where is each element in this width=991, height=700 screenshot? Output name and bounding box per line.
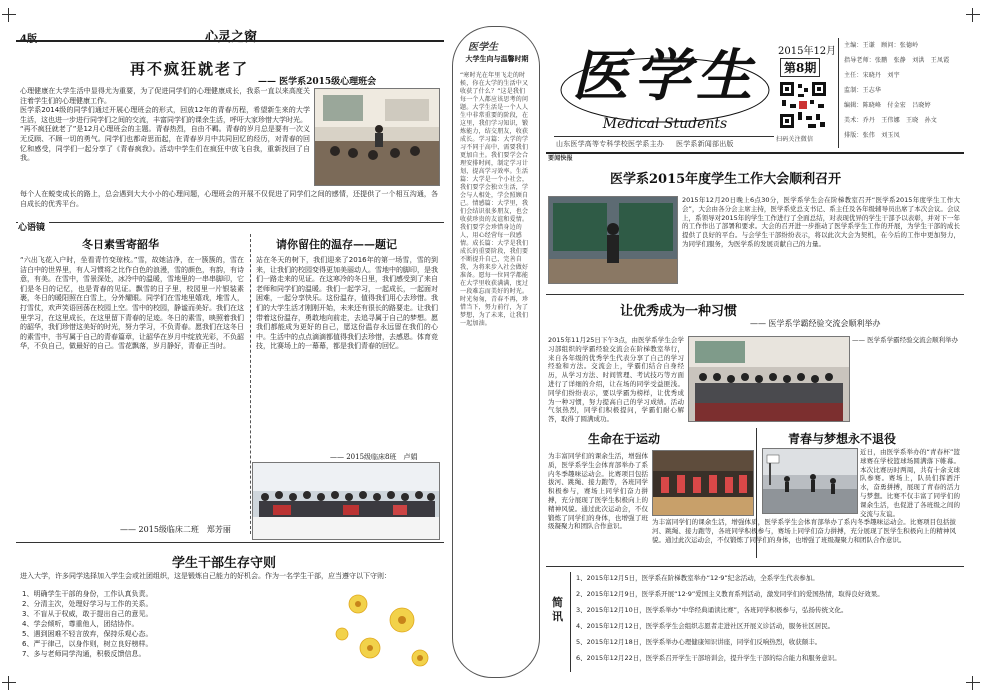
meeting-photo <box>314 88 440 186</box>
brief-item: 3、2015年12月10日，医学系举办“中华经典诵读比赛”，各班同学积极参与，弘扬传统文化。 <box>576 606 848 614</box>
section-rule <box>16 542 444 543</box>
article4-title: 学生干部生存守则 <box>172 556 277 571</box>
section-rule <box>546 566 964 567</box>
article1-p2: 医学系2014级的同学们通过开展心理班会的形式，回放12年的青春历程，希望新生来的大学生活，这也进一步进行同学们之间的交流，丰富同学们的课余生活，呼吁大家珍惜大学时光。 <box>20 106 310 124</box>
masthead-rule <box>554 136 774 137</box>
rule-item: 6、严于律己，以身作则，树立良好榜样。 <box>22 640 153 648</box>
rule-item: 7、多与老师同学沟通，积极反馈信息。 <box>22 650 146 658</box>
flower-decoration <box>330 582 440 678</box>
news2-body-cont: —— 医学系学霸经验交流会顺利举办 <box>852 336 959 344</box>
article1-p1: 心理健康在大学生活中显得尤为重要，为了促进同学们的心理健康成长，我系一直以来高度关注着学生们的心理健康工作。 <box>20 87 310 105</box>
article1-p3: “再不疯狂就老了”是12月心理班会的主题。青春热烈，自由不羁。青春的岁月总是要有一次义无反顾、不顾一切的勇气。同学们也都奇思而起，在青春岁月中共同回忆的经历，对青春的回忆和感受，同学们一起分享了《青春疯我》。活动中学生们在疯狂中放飞自我，重新找回了自我。 <box>20 125 310 163</box>
exchange-meeting-photo <box>688 336 850 422</box>
news3-body: 为丰富同学们的课余生活，增强体质，医学系学生会体育部举办了系内冬季趣味运动会。比赛项目包括拔河、跳绳、接力跑等，各班同学积极参与，赛场上同学们奋力拼搏，充分展现了医学生积极向上的精神风貌。通过此次运动会，不仅锻炼了同学们的身体，也增强了班级凝聚力和团队合作意识。 <box>548 452 648 531</box>
news3-body-cont <box>652 518 956 560</box>
crop-mark <box>2 8 16 22</box>
masthead-sponsor: 山东医学高等专科学校医学系主办 <box>556 140 664 148</box>
masthead-subtitle: Medical Students <box>602 116 728 132</box>
news4-body-cont: 为丰富同学们的课余生活，增强体质，医学系学生会体育部举办了系内冬季趣味运动会。比赛项目包括拔河、跳绳、接力跑等，各班同学积极参与，赛场上同学们奋力拼搏，充分展现了医学生积极向上的精神风貌。通过此次运动会，不仅锻炼了同学们的身体，也增强了班级凝聚力和团队合作意识。 <box>652 518 956 544</box>
brief-item: 5、2015年12月18日，医学系举办心理健康知识讲座，同学们反响热烈，收获颇丰。 <box>576 638 822 646</box>
news4-title: 青春与梦想永不退役 <box>788 432 897 446</box>
article1-byline: —— 医学系2015级心理班会 <box>258 77 377 87</box>
crop-mark <box>966 8 980 22</box>
sidebar-title: 大学生向与温馨时期 <box>465 54 529 63</box>
conference-photo <box>548 196 678 284</box>
rule-item: 5、遇到困难不轻言放弃，保持乐观心态。 <box>22 630 153 638</box>
article4-rules <box>22 590 322 660</box>
article1-body-bottom <box>20 190 438 220</box>
staff-line: 主任：宋晓丹 刘宇 <box>844 72 900 79</box>
sports-photo <box>652 450 754 516</box>
sidebar-body: “寒时光在年里飞走的时候，你在大学的生活中又收获了什么？”这是我们每一个人都应该思考的问题。大学生活是一个人人生中非常重要的阶段，在这里，我们学习知识，锻炼能力，结交朋友，收获成长。学习篇：大学的学习不同于高中，需要我们更加自主。我们要学会合理安排时间，制定学习计划，提高学习效率。生活篇：大学是一个小社会，我们要学会独立生活，学会与人相处，学会照顾自己。情感篇：大学里，我们会结识很多朋友，也会收获珍贵的友谊和爱情。我们要学会珍惜身边的人，用心经营每一段感情。成长篇：大学是我们成长的重要阶段，我们要不断提升自己，完善自我，为将来步入社会做好准备。愿每一位同学都能在大学里收获满满，度过一段难忘而美好的时光。时光匆匆，青春不再，珍惜当下，努力前行，为了梦想，为了未来，让我们一起加油。 <box>460 72 529 327</box>
brief-item: 1、2015年12月5日，医学系在阶梯教室举办“12·9”纪念活动，全系学生代表参加。 <box>576 574 819 582</box>
staff-line: 主编：王谦 顾问：张德岭 <box>844 42 919 49</box>
basketball-photo <box>762 448 858 514</box>
article3-byline: —— 2015级临床8班 卢娟 <box>330 453 418 461</box>
brief-list <box>576 574 960 670</box>
article1-title: 再不疯狂就老了 <box>130 60 250 78</box>
masthead-divider <box>838 38 839 148</box>
staff-line: 编辑：陈晓峰 付金宏 吕晓婷 <box>844 102 931 109</box>
brief-item: 6、2015年12月22日，医学系召开学生干部培训会，提升学生干部的综合能力和服务意识。 <box>576 654 841 662</box>
brief-item: 4、2015年12月12日，医学系学生会组织志愿者走进社区开展义诊活动，服务社区居民。 <box>576 622 835 630</box>
staff-line: 排版：张伟 刘玉凤 <box>844 132 900 139</box>
page-number: 4版 <box>20 34 37 45</box>
brief-divider <box>570 572 571 672</box>
news1-title: 医学系2015年度学生工作大会顺利召开 <box>610 172 842 187</box>
rule-item: 4、学会倾听，尊重他人，团结协作。 <box>22 620 139 628</box>
staff-line: 指导老师：张鹏 张静 刘洪 王凤霞 <box>844 57 950 64</box>
news-section-label: 要闻快报 <box>548 155 573 162</box>
masthead-publisher: 医学系新闻部出版 <box>676 140 734 148</box>
section-rule <box>16 222 444 223</box>
news2-body-left: 2015年11月25日下午3点，由医学系学生会学习部组织的学霸经验交流会在阶梯教室举行，来自各年级的优秀学生代表分享了自己的学习经验和方法。交流会上，学霸们结合自身经历，从学习方法、时间管理、考试技巧等方面进行了详细的介绍，让在场的同学受益匪浅。同学们纷纷表示，要以学霸为榜样，让优秀成为一种习惯，努力提高自己的学习成绩。活动气氛热烈，同学们积极提问，学霸们耐心解答，取得了圆满成功。 <box>548 336 684 424</box>
sidebar-logo: 医学生 <box>468 42 498 53</box>
news2-title: 让优秀成为一种习惯 <box>620 304 738 319</box>
rule-item: 2、分清主次，处理好学习与工作的关系。 <box>22 600 153 608</box>
brief-label: 简讯 <box>552 596 563 623</box>
news2-byline: —— 医学系学霸经验交流会顺利举办 <box>750 319 881 328</box>
news4-body: 近日，由医学系举办的“青春杯”篮球赛在学校篮球场圆满落下帷幕。本次比赛历时两周，共有十余支球队参赛。赛场上，队员们挥洒汗水，奋勇拼搏，展现了青春的活力与梦想。比赛不仅丰富了同学们的课余生活，也促进了各班级之间的交流与友谊。 <box>860 448 960 518</box>
qr-code[interactable] <box>778 80 828 130</box>
article2-title: 冬日素雪寄韶华 <box>82 238 159 251</box>
news1-body: 2015年12月20日晚上6点30分，医学系学生会在阶梯教室召开“医学系2015年度学生工作大会”，大会由各分会主席主持，医学系党总支书记、系主任及各年级辅导员出席了本次会议。会议上，系领导对2015年的学生工作进行了全面总结，对表现优异的学生干部予以表彰，并对下一年的工作作出了部署和要求。大会的召开进一步推动了医学系学生工作的开展，为学生干部的成长提供了良好的平台。与会学生干部纷纷表示，将以此次大会为契机，在今后的工作中更加努力，为同学们服务，为医学系的发展贡献自己的力量。 <box>682 196 960 248</box>
article1-body-left <box>20 87 310 207</box>
crop-mark <box>966 676 980 690</box>
masthead-bottom-rule <box>546 152 964 154</box>
news3-title: 生命在于运动 <box>588 432 661 446</box>
staff-line: 美术：乔丹 王伟娜 王晓 孙文 <box>844 117 938 124</box>
article2-byline: —— 2015级临床二班 郑芳丽 <box>120 525 231 534</box>
essay-section-label: 心语镜 <box>18 220 49 233</box>
article4-intro: 进入大学，许多同学选择加入学生会或社团组织，这是锻炼自己能力的好机会。作为一名学生干部，应当遵守以下守则： <box>20 572 391 580</box>
qr-caption: 扫码关注微信 <box>776 136 814 143</box>
group-photo <box>252 462 440 540</box>
top-rule <box>16 40 444 42</box>
staff-list <box>844 42 964 147</box>
crop-mark <box>2 676 16 690</box>
article2-body: “六出飞花入户时，坐看青竹变琼枝。”雪，故她洁净，在一簇簇的，雪在洁白中的世界里，有人习惯将之比作白色的浪漫，雪的颜色，有韵，有诗意，有美。在雪中，雪景深处，冰冷中的温暖，雪地里的一串串脚印，它们是冬日的记忆，也是青春的见证。飘雪的日子里，校园里一片银装素裹，冬日的暖阳照在白雪上，分外耀眼。同学们在雪地里嬉戏，堆雪人，打雪仗，欢声笑语回荡在校园上空。雪中的校园，静谧而美好。我们在这里学习，在这里成长，在这里留下青春的足迹。冬日的素雪，映照着我们的韶华，我们珍惜这美好的时光，努力学习，不负青春。愿我们在这冬日的素雪中，书写属于自己的青春篇章，让韶华在岁月中绽放光彩，不负韶华，不负自己，做最好的自己。雪花飘落，岁月静好，青春正当时。 <box>20 256 244 351</box>
article3-body: 站在冬天的树下，我们迎来了2016年的第一场雪，雪的到来，让我们的校园变得更加美丽动人。雪地中的脚印，是我们一路走来的见证。在这寒冷的冬日里，我们感受到了来自老师和同学们的温暖。我们一起学习，一起成长，一起面对困难，一起分享快乐。这份温存，值得我们用心去珍惜。我们的大学生活才刚刚开始，未来还有很长的路要走。让我们带着这份温存，勇敢地向前走，去追寻属于自己的梦想。愿我们都能成为更好的自己，愿这份温存永远留在我们的心中。生活中的点点滴滴都值得我们去珍惜，去感恩。体育竞技，比赛场上的一幕幕，都是我们青春的回忆。 <box>256 256 438 351</box>
article1-p4: 每个人在蜕变成长的路上，总会遇到大大小小的心理问题，心理班会的开展不仅促进了同学们之间的感情，还提供了一个相互沟通，各自成长的优秀平台。 <box>20 190 438 208</box>
section-title: 心灵之窗 <box>205 30 258 45</box>
article3-title: 请你留住的温存——题记 <box>276 238 397 251</box>
rule-item: 3、不盲从于权威，敢于提出自己的意见。 <box>22 610 153 618</box>
column-divider <box>250 234 251 534</box>
brief-item: 2、2015年12月9日，医学系开展“12·9”爱国主义教育系列活动，激发同学们的爱国热情，取得良好效果。 <box>576 590 884 598</box>
news2-body-right <box>852 336 960 420</box>
staff-line: 监制：王志华 <box>844 87 882 94</box>
rule-item: 1、明确学生干部的身份，工作认真负责。 <box>22 590 153 598</box>
issue-number: 第8期 <box>780 58 820 77</box>
masthead-title: 医学生 <box>572 43 758 109</box>
issue-date: 2015年12月 <box>778 46 837 57</box>
section-rule <box>546 294 964 295</box>
